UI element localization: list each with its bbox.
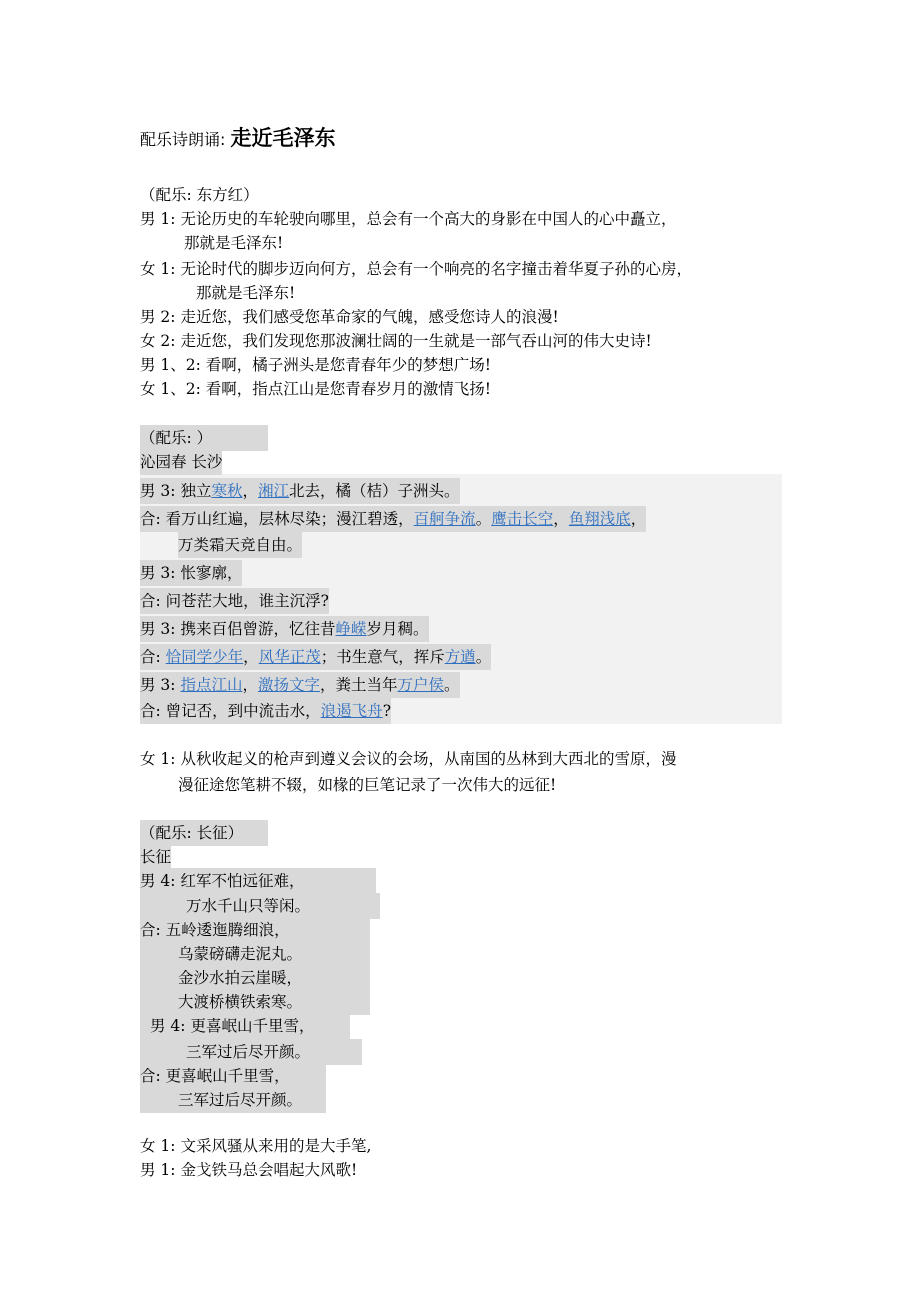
speaker: 男 3:: [140, 620, 181, 638]
annotation-link[interactable]: 寒秋: [211, 482, 243, 500]
verse-text: ，: [553, 510, 569, 528]
verse-text: 携来百侣曾游，忆往昔: [180, 620, 336, 638]
speaker: 男 3:: [140, 676, 181, 694]
verse-text: 金沙水拍云崖暖，: [178, 969, 303, 987]
verse-text: 三军过后尽开颜。: [186, 1043, 311, 1061]
annotation-link[interactable]: 鹰击长空: [491, 510, 554, 528]
verse-text: ，粪土当年: [320, 676, 398, 694]
poem2-line: 男 4: 红军不怕远征难，: [140, 868, 376, 894]
verse-text: 大渡桥横铁索寒。: [178, 993, 303, 1011]
annotation-link[interactable]: 风华正茂: [258, 648, 321, 666]
annotation-link[interactable]: 万户侯: [397, 676, 445, 694]
poem2-line: [140, 1087, 326, 1113]
verse-text: ；书生意气，挥斥: [320, 648, 445, 666]
poem2-music: （配乐: 长征）: [140, 820, 268, 846]
verse-text: 曾记否，到中流击水，: [165, 702, 321, 720]
speaker: 男 3:: [140, 482, 181, 500]
poem2-line: [140, 941, 370, 967]
poem1-music: （配乐: ）: [140, 425, 268, 451]
verse-text: ，: [630, 510, 647, 528]
poem1-line: [140, 644, 491, 670]
poem2-line: 合: 五岭逶迤腾细浪，: [140, 917, 370, 943]
verse-text: 独立: [180, 482, 212, 500]
intro-line: 男 1: 无论历史的车轮驶向哪里，总会有一个高大的身影在中国人的心中矗立，: [140, 210, 677, 228]
intro-line: 女 2: 走近您，我们发现您那波澜壮阔的一生就是一部气吞山河的伟大史诗!: [140, 332, 652, 350]
poem1-line: [140, 698, 391, 724]
annotation-link[interactable]: 浪遏飞舟: [320, 702, 383, 720]
poem1-line: [140, 672, 460, 698]
poem1-line: [140, 506, 646, 532]
verse-text: 。: [444, 676, 460, 694]
verse-text: ，: [242, 482, 258, 500]
bridge-line: 漫征途您笔耕不辍，如椽的巨笔记录了一次伟大的远征!: [178, 776, 557, 794]
annotation-link[interactable]: 百舸争流: [413, 510, 476, 528]
verse-text: 北去，橘（桔）子洲头。: [289, 482, 460, 500]
poem1-line: [140, 478, 460, 504]
speaker: 合:: [140, 702, 166, 720]
verse-text: 岁月稠。: [366, 620, 429, 638]
verse-text: 男 4: 更喜岷山千里雪，: [150, 1017, 315, 1035]
annotation-link[interactable]: 恰同学少年: [165, 648, 244, 666]
title-prefix: 配乐诗朗诵:: [140, 130, 226, 149]
poem2-line: [140, 893, 380, 919]
intro-line: 女 1、2: 看啊，指点江山是您青春岁月的激情飞扬!: [140, 380, 492, 398]
poem1-line: 合: 问苍茫大地，谁主沉浮?: [140, 588, 329, 614]
verse-text: 三军过后尽开颜。: [178, 1091, 303, 1109]
verse-text: 。: [475, 510, 492, 528]
verse-text: 看万山红遍，层林尽染；漫江碧透，: [165, 510, 414, 528]
poem1-line: [140, 616, 429, 642]
intro-line: 男 2: 走近您，我们感受您革命家的气魄，感受您诗人的浪漫!: [140, 308, 559, 326]
annotation-link[interactable]: 峥嵘: [335, 620, 367, 638]
outro-line: 女 1: 文采风骚从来用的是大手笔,: [140, 1137, 372, 1155]
poem2-title: 长征: [140, 844, 171, 870]
intro-music: （配乐: 东方红）: [140, 186, 259, 204]
poem2-line: [140, 1013, 350, 1039]
annotation-link[interactable]: 方遒: [444, 648, 476, 666]
annotation-link[interactable]: 湘江: [258, 482, 290, 500]
speaker: 合:: [140, 510, 166, 528]
poem2-line: [140, 989, 370, 1015]
intro-line: 那就是毛泽东!: [196, 284, 296, 302]
verse-text: 。: [475, 648, 492, 666]
intro-line: 女 1: 无论时代的脚步迈向何方，总会有一个响亮的名字撞击着华夏子孙的心房，: [140, 260, 692, 278]
poem2-line: 合: 更喜岷山千里雪，: [140, 1063, 326, 1089]
verse-text: 万水千山只等闲。: [186, 897, 311, 915]
verse-text: ，: [242, 676, 258, 694]
poem2-line: [140, 1039, 362, 1065]
poem1-title: 沁园春 长沙: [140, 449, 222, 475]
title-main: 走近毛泽东: [230, 126, 336, 150]
speaker: 合:: [140, 648, 166, 666]
poem1-line: 万类霜天竞自由。: [178, 532, 302, 558]
poem1-line: 男 3: 怅寥廓，: [140, 560, 242, 586]
verse-text: ，: [243, 648, 259, 666]
outro-line: 男 1: 金戈铁马总会唱起大风歌!: [140, 1161, 358, 1179]
annotation-link[interactable]: 激扬文字: [257, 676, 320, 694]
verse-text: 乌蒙磅礴走泥丸。: [178, 945, 303, 963]
annotation-link[interactable]: 鱼翔浅底: [568, 510, 631, 528]
document-title: [140, 122, 336, 152]
bridge-line: 女 1: 从秋收起义的枪声到遵义会议的会场，从南国的丛林到大西北的雪原，漫: [140, 750, 677, 768]
poem2-line: [140, 965, 370, 991]
intro-line: 男 1、2: 看啊，橘子洲头是您青春年少的梦想广场!: [140, 356, 492, 374]
verse-text: ?: [382, 702, 391, 720]
intro-line: 那就是毛泽东!: [184, 234, 284, 252]
annotation-link[interactable]: 指点江山: [180, 676, 243, 694]
